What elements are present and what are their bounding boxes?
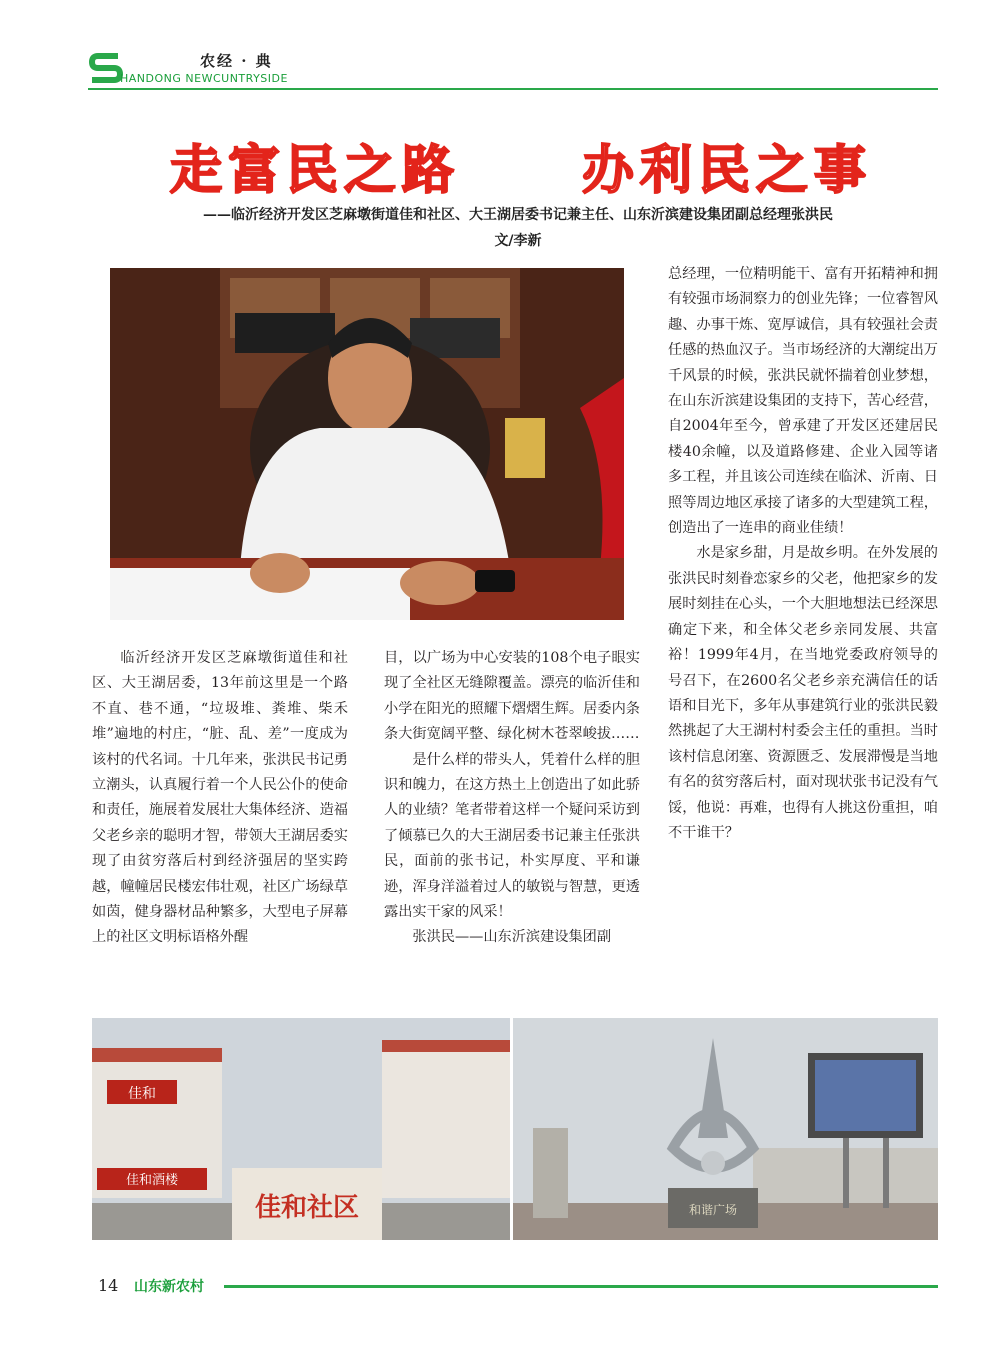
section-title: 农经 · 典 [200,52,273,70]
paragraph: 临沂经济开发区芝麻墩街道佳和社区、大王湖居委，13年前这里是一个路不直、巷不通，“垃圾堆、粪堆、柴禾堆”遍地的村庄，“脏、乱、差”一度成为该村的代名词。十几年来，张洪民书记勇立潮头，认真履行着一个人民公仆的使命和责任，施展着发展壮大集体经济、造福父老乡亲的聪明才智，带领大王湖居委实现了由贫穷落后村到经济强居的坚实跨越，幢幢居民楼宏伟壮观，社区广场绿草如茵，健身器材品种繁多，大型电子屏幕上的社区文明标语格外醒 [92,650,348,946]
paragraph: 总经理，一位精明能干、富有开拓精神和拥有较强市场洞察力的创业先锋；一位睿智风趣、办事干炼、宽厚诚信，具有较强社会责任感的热血汉子。当市场经济的大潮绽出万千风景的时候，张洪民就怀揣着创业梦想，在山东沂滨建设集团的支持下，苦心经营，自2004年至今，曾承建了开发区还建居民楼40余幢，以及道路修建、企业入园等诸多工程，并且该公司连续在临沭、沂南、日照等周边地区承接了诸多的大型建筑工程，创造出了一连串的商业佳绩！ [668,266,938,537]
paragraph: 是什么样的带头人，凭着什么样的胆识和魄力，在这方热土上创造出了如此骄人的业绩？笔者带着这样一个疑问采访到了倾慕已久的大王湖居委书记兼主任张洪民，面前的张书记，朴实厚度、平和谦逊，浑身洋溢着过人的敏锐与智慧，更透露出实干家的风采！ [384,751,640,921]
gate-sign-text2: 佳和 [128,1086,156,1102]
magazine-logo-s [88,50,124,86]
footer-magazine-logo: 山东新农村 [134,1279,204,1295]
paragraph: 目，以广场为中心安装的108个电子眼实现了全社区无缝隙覆盖。漂亮的临沂佳和小学在阳光的照耀下熠熠生辉。居委内条条大街宽阔平整、绿化树木苍翠峻拔…… [384,650,640,743]
magazine-subtitle: HANDONG NEWCUNTRYSIDE [120,72,288,85]
article-byline: 文/李新 [494,233,542,249]
header-rule [88,88,938,90]
article-column-3 [668,262,938,846]
portrait-photo [110,268,624,620]
gate-sign-text: 佳和酒楼 [125,1173,179,1188]
article-title-part2: 办利民之事 [582,141,873,201]
article-subtitle: ——临沂经济开发区芝麻墩街道佳和社区、大王湖居委书记兼主任、山东沂滨建设集团副总经理张洪民 [203,207,833,223]
footer-rule [224,1285,938,1288]
page-number: 14 [98,1276,119,1295]
paragraph: 水是家乡甜，月是故乡明。在外发展的张洪民时刻眷恋家乡的父老，他把家乡的发展时刻挂在心头，一个大胆地想法已经深思确定下来，和全体父老乡亲同发展、共富裕！1999年4月，在当地党委政府领导的号召下，在2600名父老乡亲充满信任的话语和目光下，多年从事建筑行业的张洪民毅然挑起了大王湖村村委会主任的重担。当时该村信息闭塞、资源匮乏、发展滞慢是当地有名的贫穷落后村，面对现状张书记没有气馁，他说：再难，也得有人挑这份重担，咱不干谁干？ [668,545,938,841]
gate-stone-text: 佳和社区 [254,1193,360,1223]
article-column-1 [92,646,348,951]
plaza-photo [513,1018,938,1240]
paragraph: 张洪民——山东沂滨建设集团副 [412,929,612,946]
article-title-part1: 走富民之路 [170,141,461,201]
community-gate-photo [92,1018,510,1240]
article-column-2 [384,646,640,951]
plaza-base-text: 和谐广场 [688,1203,738,1217]
